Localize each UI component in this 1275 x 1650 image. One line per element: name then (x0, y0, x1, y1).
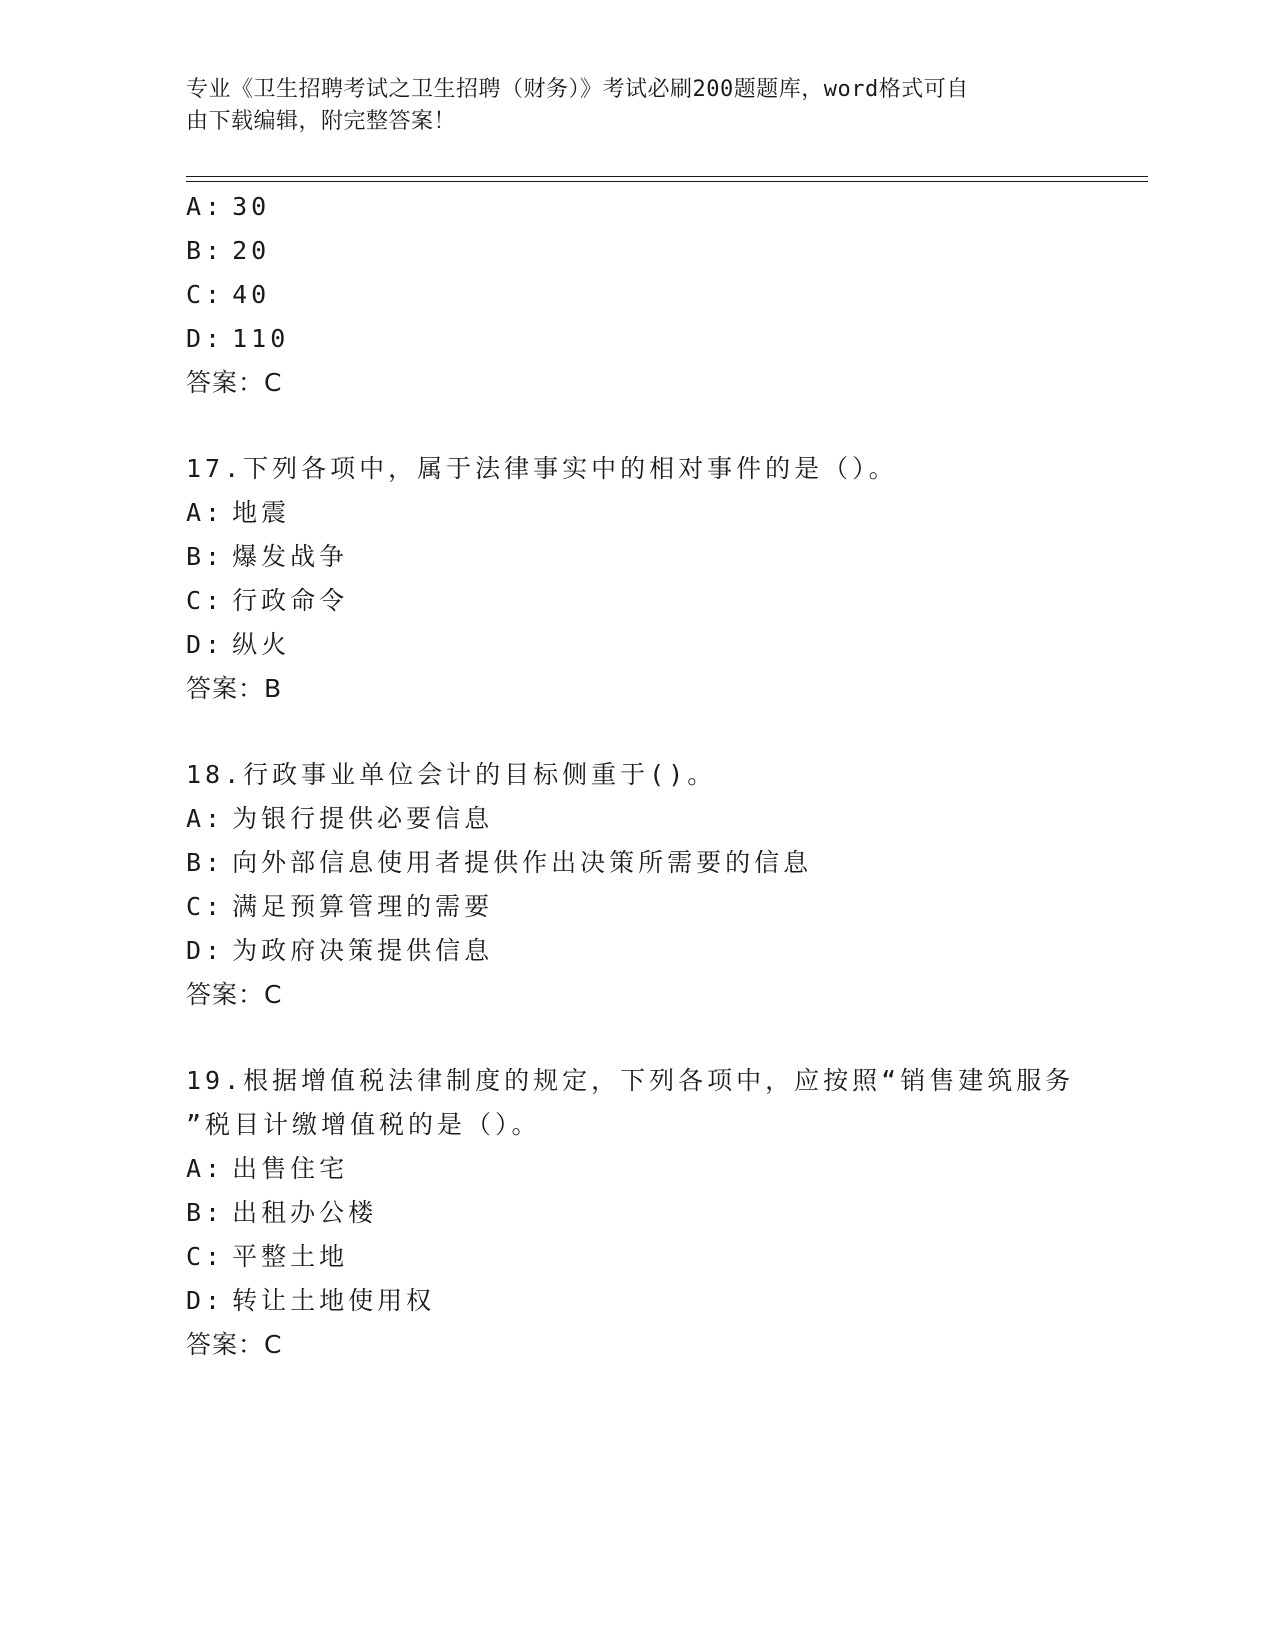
option-prefix: A: (186, 804, 225, 833)
option-prefix: B: (186, 542, 225, 571)
option-c (186, 278, 270, 312)
question-text-line-2: ”税目计缴增值税的是（）。 (186, 1110, 541, 1139)
option-prefix: D: (186, 324, 225, 353)
option-text: 出租办公楼 (232, 1198, 378, 1227)
document-header (186, 74, 1086, 138)
option-prefix: B: (186, 236, 225, 265)
option-prefix: C: (186, 1242, 225, 1271)
option-a (186, 496, 290, 530)
option-c (186, 1240, 348, 1274)
option-b (186, 234, 270, 268)
option-text: 转让土地使用权 (232, 1286, 436, 1315)
option-prefix: B: (186, 848, 225, 877)
option-prefix: C: (186, 586, 225, 615)
option-text: 20 (232, 236, 271, 265)
option-prefix: B: (186, 1198, 225, 1227)
answer-line: 答案：B (186, 674, 283, 703)
option-prefix: A: (186, 192, 225, 221)
option-b (186, 1196, 377, 1230)
answer-line: 答案：C (186, 980, 283, 1009)
option-text: 40 (232, 280, 271, 309)
option-text: 平整土地 (232, 1242, 349, 1271)
header-line-1: 专业《卫生招聘考试之卫生招聘（财务）》考试必刷200题题库，word格式可自 (186, 77, 969, 102)
option-b (186, 846, 812, 880)
option-text: 向外部信息使用者提供作出决策所需要的信息 (232, 848, 813, 877)
option-b (186, 540, 348, 574)
option-prefix: C: (186, 280, 225, 309)
option-d (186, 628, 290, 662)
option-d (186, 1284, 435, 1318)
option-c (186, 890, 493, 924)
option-text: 30 (232, 192, 271, 221)
option-c (186, 584, 348, 618)
question-text-line-1: 19.根据增值税法律制度的规定，下列各项中，应按照“销售建筑服务 (186, 1066, 1075, 1095)
option-d (186, 934, 493, 968)
option-text: 为银行提供必要信息 (232, 804, 494, 833)
option-text: 满足预算管理的需要 (232, 892, 494, 921)
option-text: 纵火 (232, 630, 291, 659)
header-rule-top (186, 176, 1148, 177)
header-line-2: 由下载编辑，附完整答案！ (186, 109, 457, 134)
option-prefix: D: (186, 630, 225, 659)
option-a (186, 802, 493, 836)
option-prefix: A: (186, 1154, 225, 1183)
option-text: 为政府决策提供信息 (232, 936, 494, 965)
option-a (186, 1152, 348, 1186)
option-text: 地震 (232, 498, 291, 527)
option-prefix: D: (186, 936, 225, 965)
header-rule-bottom (186, 181, 1148, 182)
answer-line: 答案：C (186, 1330, 283, 1359)
option-prefix: D: (186, 1286, 225, 1315)
option-text: 出售住宅 (232, 1154, 349, 1183)
option-d (186, 322, 289, 356)
option-text: 行政命令 (232, 586, 349, 615)
option-text: 爆发战争 (232, 542, 349, 571)
question-text: 18.行政事业单位会计的目标侧重于()。 (186, 760, 717, 789)
option-a (186, 190, 270, 224)
option-prefix: C: (186, 892, 225, 921)
option-prefix: A: (186, 498, 225, 527)
option-text: 110 (232, 324, 290, 353)
answer-line: 答案：C (186, 368, 283, 397)
question-text: 17.下列各项中，属于法律事实中的相对事件的是（）。 (186, 454, 898, 483)
